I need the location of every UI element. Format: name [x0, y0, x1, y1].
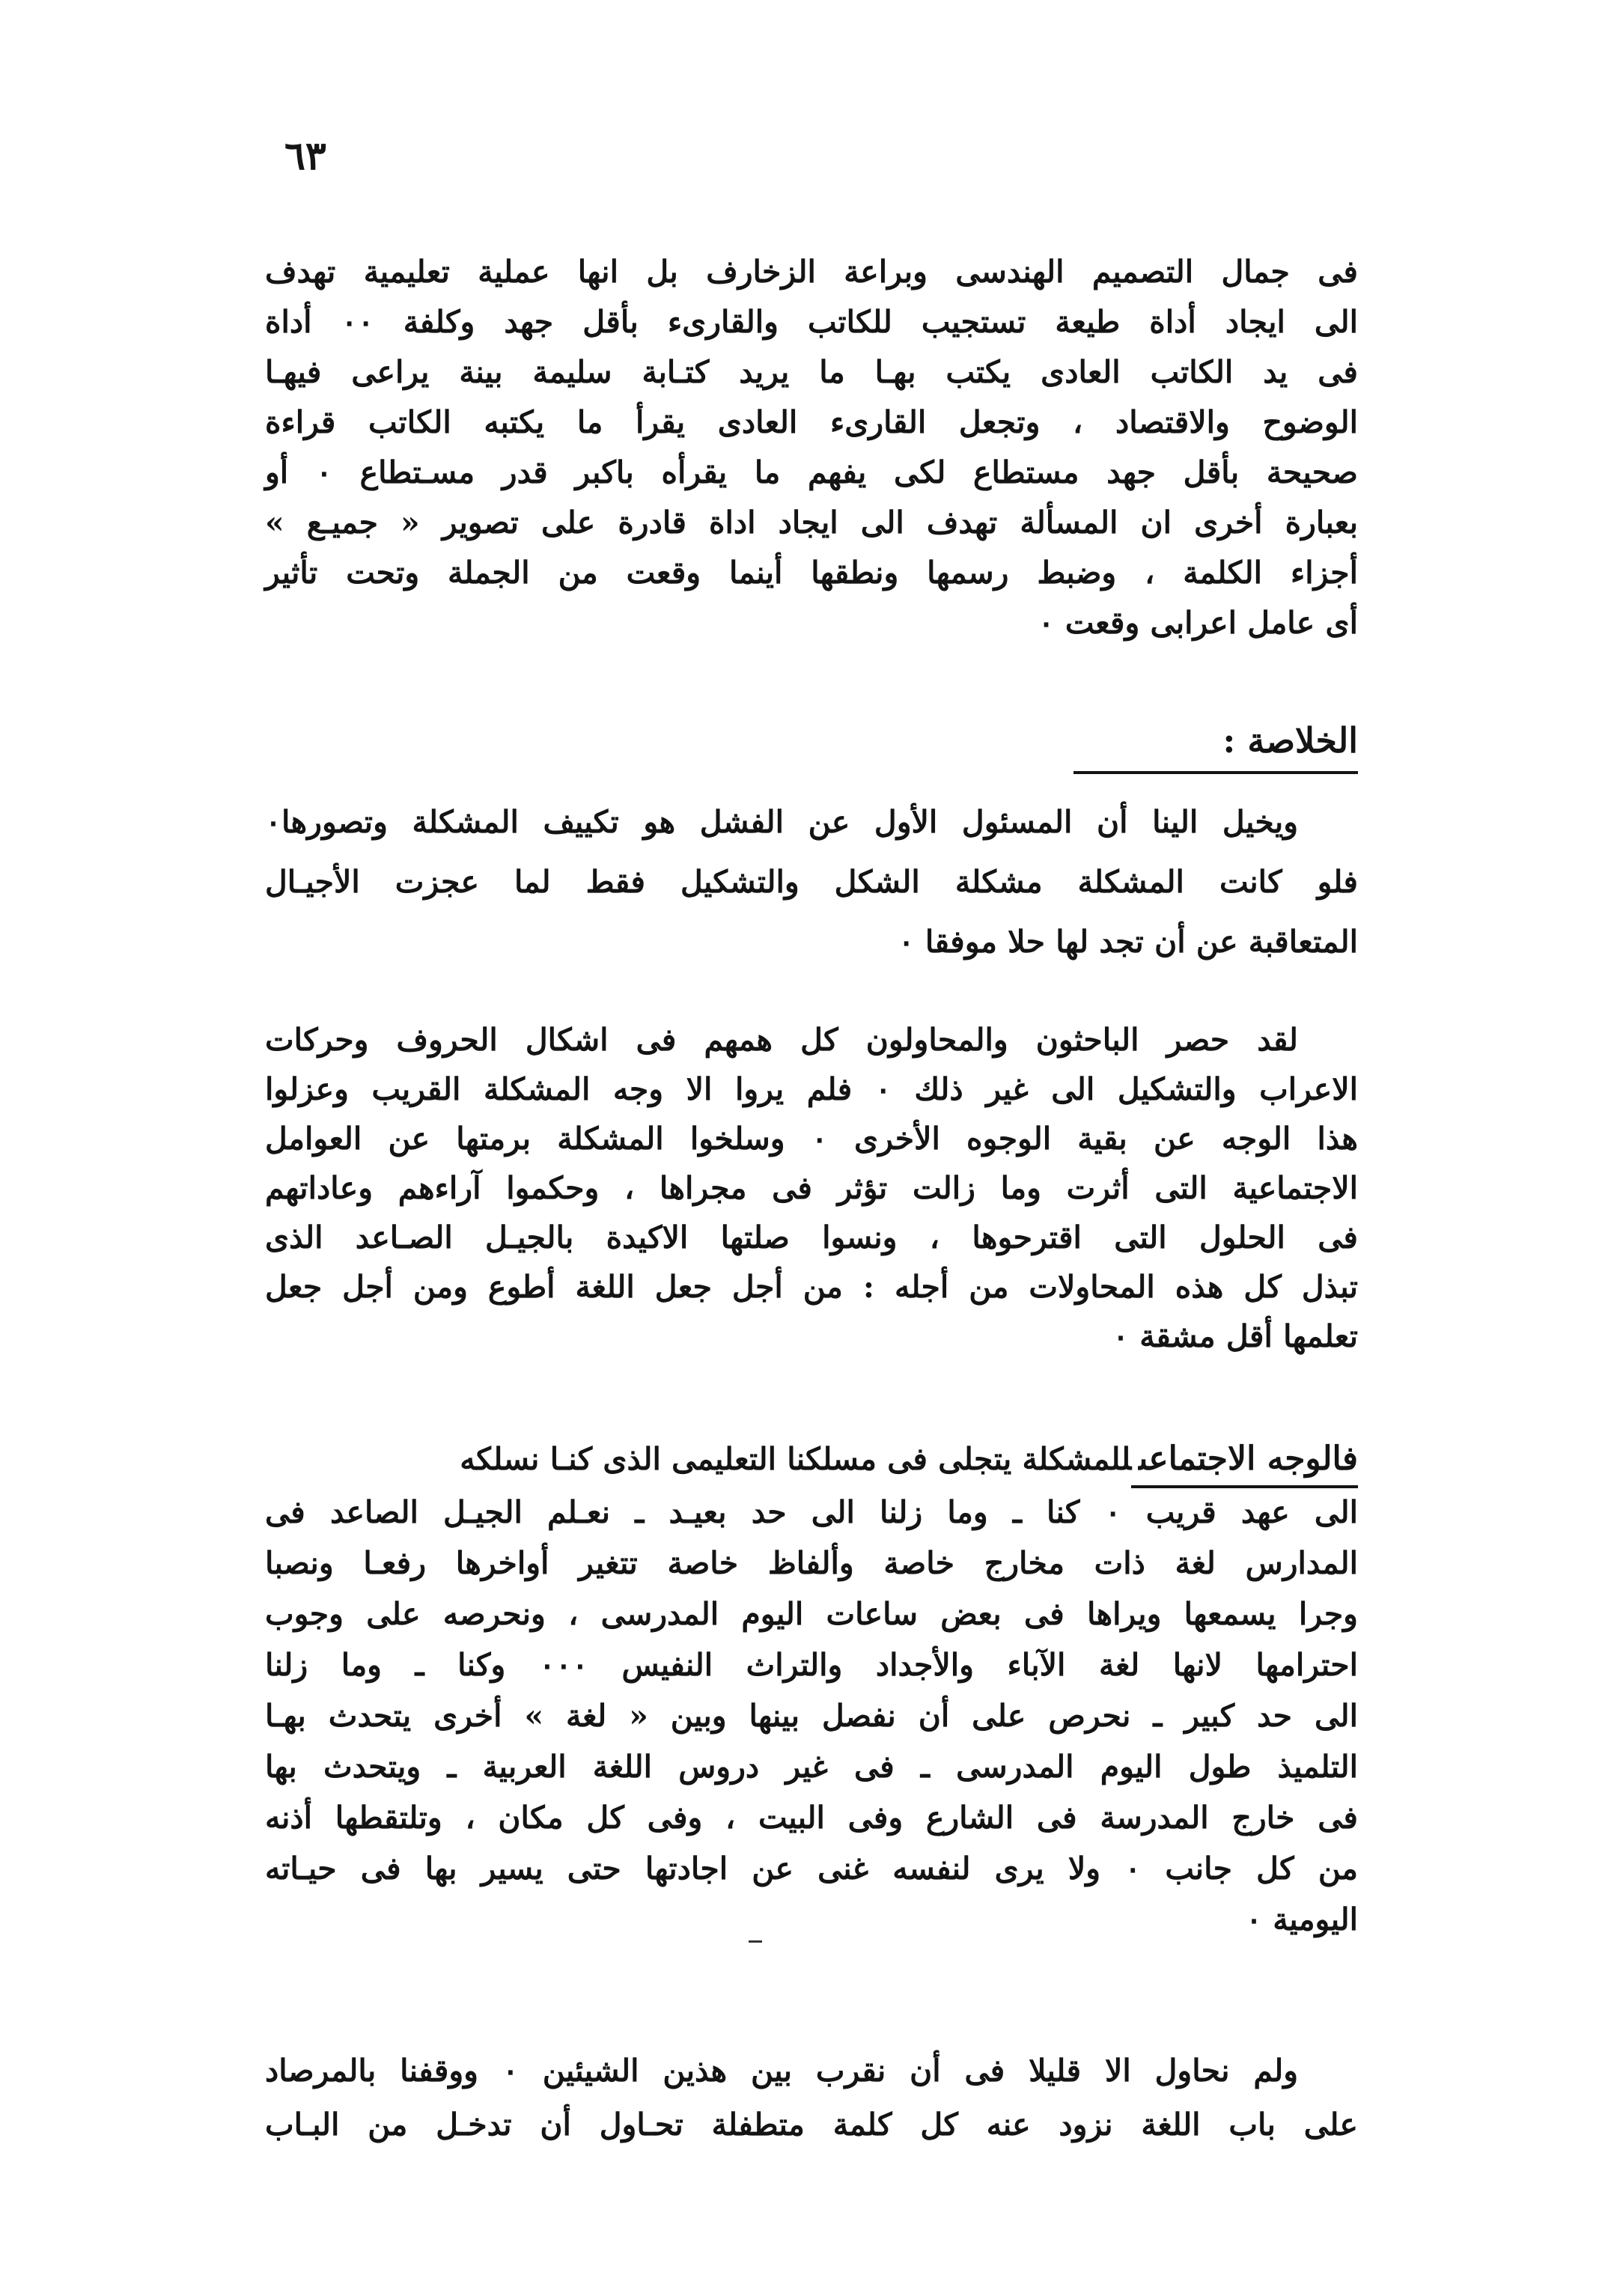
text-line: المدارس لغة ذات مخارج خاصة وألفاظ خاصة تتغير أواخرها رفعـا ونصبا: [265, 1545, 1358, 1581]
text-line: هذا الوجه عن بقية الوجوه الأخرى ٠ وسلخوا المشكلة برمتها عن العوامل: [265, 1121, 1358, 1157]
paragraph-summary: [265, 792, 1358, 972]
stray-mark: [749, 1940, 762, 1943]
text-line: تعلمها أقل مشقة ٠: [1112, 1318, 1358, 1354]
text-line: المتعاقبة عن أن تجد لها حلا موفقا ٠: [898, 924, 1358, 960]
text-line: فى جمال التصميم الهندسى وبراعة الزخارف بل انها عملية تعليمية تهدف: [265, 254, 1358, 290]
lead-phrase: فالوجه الاجتماعى: [1131, 1440, 1358, 1488]
text-line: وجرا يسمعها ويراها فى بعض ساعات اليوم المدرسى ، ونحرصه على وجوب: [265, 1596, 1358, 1632]
text-line: أى عامل اعرابى وقعت ٠: [1038, 605, 1358, 641]
paragraph-closing: [265, 2044, 1358, 2152]
text-line: على باب اللغة نزود عنه كل كلمة متطفلة تحـاول أن تدخـل من البـاب: [265, 2107, 1358, 2143]
text-line: الى ايجاد أداة طيعة تستجيب للكاتب والقارىء بأقل جهد وكلفة ٠٠ أداة: [265, 304, 1358, 340]
text-line: صحيحة بأقل جهد مستطاع لكى يفهم ما يقرأه باكبر قدر مسـتطاع ٠ أو: [265, 454, 1358, 490]
text-line: لقد حصر الباحثون والمحاولون كل همهم فى اشكال الحروف وحركات: [265, 1022, 1298, 1058]
text-line: الاجتماعية التى أثرت وما زالت تؤثر فى مجراها ، وحكموا آراءهم وعاداتهم: [265, 1170, 1358, 1206]
text-line: الاعراب والتشكيل الى غير ذلك ٠ فلم يروا الا وجه المشكلة القريب وعزلوا: [265, 1071, 1358, 1107]
paragraph-social-aspect: [265, 1431, 1358, 1945]
text-line: بعبارة أخرى ان المسألة تهدف الى ايجاد اداة قادرة على تصوير « جميـع »: [265, 505, 1358, 540]
text-line: اليومية ٠: [1245, 1901, 1358, 1937]
text-line: فى يد الكاتب العادى يكتب بهـا ما يريد كتـابة سليمة بينة يراعى فيهـا: [265, 354, 1358, 390]
text-line: ولم نحاول الا قليلا فى أن نقرب بين هذين الشيئين ٠ ووقفنا بالمرصاد: [265, 2053, 1299, 2089]
text-line: فى الحلول التى اقترحوها ، ونسوا صلتها الاكيدة بالجيـل الصـاعد الذى: [265, 1219, 1358, 1255]
text-line: فلو كانت المشكلة مشكلة الشكل والتشكيل فقط لما عجزت الأجيـال: [265, 864, 1358, 900]
text-line: من كل جانب ٠ ولا يرى لنفسه غنى عن اجادتها حتى يسير بها فى حيـاته: [265, 1851, 1358, 1887]
lead-rest: للمشكلة يتجلى فى مسلكنا التعليمى الذى كنـا نسلكه: [460, 1441, 1132, 1477]
text-line: الى حد كبير ـ نحرص على أن نفصل بينها وبين « لغة » أخرى يتحدث بهـا: [265, 1698, 1358, 1734]
text-line: التلميذ طول اليوم المدرسى ـ فى غير دروس اللغة العربية ـ ويتحدث بها: [265, 1749, 1358, 1785]
paragraph-intro: [265, 247, 1358, 648]
text-line: فى خارج المدرسة فى الشارع وفى البيت ، وفى كل مكان ، وتلتقطها أذنه: [265, 1800, 1358, 1836]
text-line: تبذل كل هذه المحاولات من أجله : من أجل جعل اللغة أطوع ومن أجل جعل: [265, 1269, 1358, 1305]
text-line: الى عهد قريب ٠ كنا ـ وما زلنا الى حد بعيـد ـ نعـلم الجيـل الصاعد فى: [265, 1494, 1358, 1530]
text-line: أجزاء الكلمة ، وضبط رسمها ونطقها أينما وقعت من الجملة وتحت تأثير: [265, 555, 1358, 591]
text-line: ويخيل الينا أن المسئول الأول عن الفشل هو تكييف المشكلة وتصورها٠: [265, 804, 1298, 840]
page-number: ٦٣: [284, 133, 326, 179]
text-line-lead: [265, 1431, 1358, 1487]
text-line: الوضوح والاقتصاد ، وتجعل القارىء العادى يقرأ ما يكتبه الكاتب قراءة: [265, 404, 1358, 440]
text-line: احترامها لانها لغة الآباء والأجداد والتراث النفيس ٠٠٠ وكنا ـ وما زلنا: [265, 1647, 1358, 1683]
section-heading-wrap: [265, 720, 1358, 774]
paragraph-researchers: [265, 1015, 1358, 1361]
section-heading: الخلاصة :: [1073, 720, 1358, 774]
